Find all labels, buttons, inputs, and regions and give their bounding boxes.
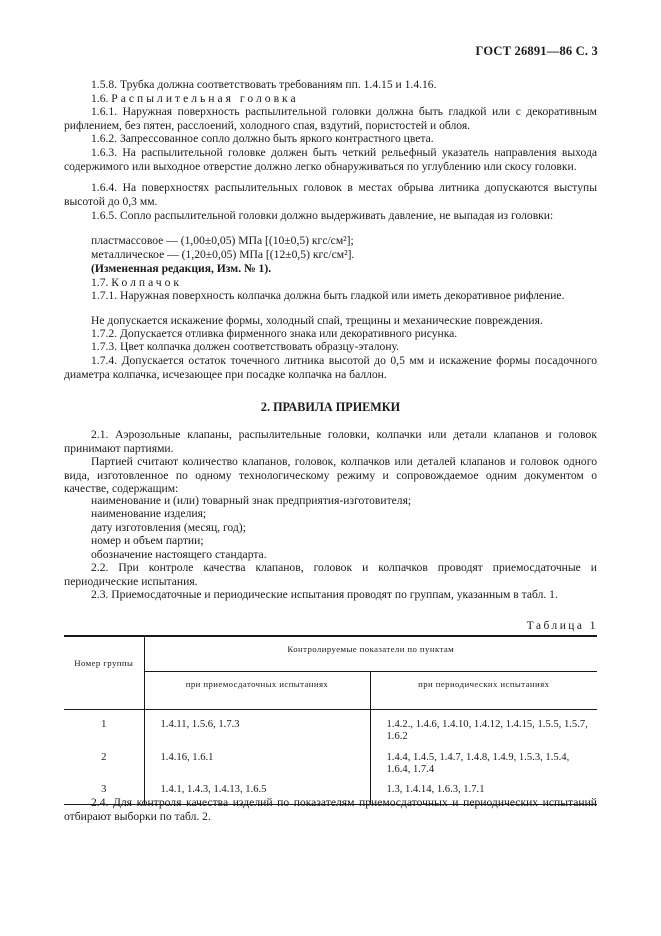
paragraph-2-4: 2.4. Для контроля качества изделий по показателям приемосдаточных и периодических испытаний отбирают выборки по табл. 2. bbox=[64, 796, 597, 823]
table-row bbox=[64, 743, 597, 776]
paragraph-2-1-b: Партией считают количество клапанов, головок, колпачков или деталей клапанов и головок одного вида, изготовленное по одному технологическому режиму и сопровождаемое одним документом о качестве, содержащим: bbox=[64, 455, 597, 496]
paragraph-1-6-1: 1.6.1. Наружная поверхность распылительной головки должна быть гладкой или с декоративным рифлением, без пятен, расслоений, холодного спая, вздутий, пористостей и облоя. bbox=[64, 105, 597, 132]
subsection-1-7-heading bbox=[64, 276, 597, 290]
header-acceptance-tests: при приемосдаточных испытаниях bbox=[144, 672, 370, 710]
section-2-title: 2. ПРАВИЛА ПРИЕМКИ bbox=[260, 400, 401, 414]
paragraph-2-1: 2.1. Аэрозольные клапаны, распылительные головки, колпачки или детали клапанов и головок принимают партиями. bbox=[64, 428, 597, 455]
paragraph-2-3: 2.3. Приемосдаточные и периодические испытания проводят по группам, указанным в табл. 1. bbox=[91, 588, 558, 601]
paragraph-1-6-2: 1.6.2. Запрессованное сопло должно быть яркого контрастного цвета. bbox=[91, 132, 434, 145]
paragraph-1-7-2: 1.7.2. Допускается отливка фирменного знака или декоративного рисунка. bbox=[91, 327, 458, 340]
paragraph-1-6-5: 1.6.5. Сопло распылительной головки должно выдерживать давление, не выпадая из головки: bbox=[91, 209, 554, 222]
list-item: наименование изделия; bbox=[91, 507, 207, 520]
cell-periodic: 1.4.4, 1.4.5, 1.4.7, 1.4.8, 1.4.9, 1.5.3, 1.5.4, 1.6.4, 1.7.4 bbox=[370, 743, 597, 776]
list-item: дату изготовления (месяц, год); bbox=[91, 521, 246, 534]
cell-group: 1 bbox=[101, 719, 107, 730]
header-controlled-indicators: Контролируемые показатели по пунктам bbox=[144, 636, 597, 672]
paragraph-1-7-3: 1.7.3. Цвет колпачка должен соответствовать образцу-эталону. bbox=[91, 340, 400, 353]
pressure-plastic: пластмассовое — (1,00±0,05) МПа [(10±0,5) кгс/см²]; bbox=[91, 234, 354, 247]
cell-acceptance: 1.4.1, 1.4.3, 1.4.13, 1.6.5 bbox=[144, 776, 370, 804]
cell-acceptance: 1.4.11, 1.5.6, 1.7.3 bbox=[144, 710, 370, 744]
table-1 bbox=[64, 635, 597, 805]
cell-periodic: 1.4.2., 1.4.6, 1.4.10, 1.4.12, 1.4.15, 1.5.5, 1.5.7, 1.6.2 bbox=[370, 710, 597, 744]
paragraph-1-6-4: 1.6.4. На поверхностях распылительных головок в местах обрыва литника допускаются выступы высотой до 0,3 мм. bbox=[64, 181, 597, 208]
cell-group: 3 bbox=[64, 776, 144, 804]
cell-acceptance: 1.4.16, 1.6.1 bbox=[144, 743, 370, 776]
subsection-number: 1.7. bbox=[91, 276, 109, 289]
page-header: ГОСТ 26891—86 С. 3 bbox=[475, 44, 598, 58]
paragraph-2-2: 2.2. При контроле качества клапанов, головок и колпачков проводят приемосдаточные и периодические испытания. bbox=[64, 561, 597, 588]
paragraph-1-6-3: 1.6.3. На распылительной головке должен быть четкий рельефный указатель направления выхода содержимого или выходное отверстие должно легко обнаруживаться по углублению или скосу головки. bbox=[64, 146, 597, 173]
list-item: обозначение настоящего стандарта. bbox=[91, 548, 267, 561]
amendment-note: (Измененная редакция, Изм. № 1). bbox=[91, 262, 272, 275]
header-periodic-tests: при периодических испытаниях bbox=[370, 672, 597, 710]
cell-group: 2 bbox=[101, 752, 107, 763]
list-item: наименование и (или) товарный знак предприятия-изготовителя; bbox=[91, 494, 412, 507]
list-item: номер и объем партии; bbox=[91, 534, 204, 547]
subsection-number: 1.6. bbox=[91, 92, 109, 105]
table-1-caption: Таблица 1 bbox=[526, 620, 598, 632]
paragraph-1-5-8: 1.5.8. Трубка должна соответствовать требованиям пп. 1.4.15 и 1.4.16. bbox=[91, 78, 437, 91]
paragraph-1-7-1-b: Не допускается искажение формы, холодный спай, трещины и механические повреждения. bbox=[91, 314, 543, 327]
pressure-metal: металлическое — (1,20±0,05) МПа [(12±0,5) кгс/см²]. bbox=[91, 248, 355, 261]
cell-periodic: 1.3, 1.4.14, 1.6.3, 1.7.1 bbox=[370, 776, 597, 804]
subsection-1-6-heading bbox=[64, 92, 597, 106]
header-group-number: Номер группы bbox=[64, 636, 144, 710]
paragraph-1-7-4: 1.7.4. Допускается остаток точечного литника высотой до 0,5 мм и искажение формы посадочного диаметра колпачка, исчезающее при посадке колпачка на баллон. bbox=[64, 354, 597, 381]
subsection-title: Распылительная головка bbox=[111, 92, 299, 105]
subsection-title: Колпачок bbox=[111, 276, 183, 289]
table-row bbox=[64, 710, 597, 744]
paragraph-1-7-1: 1.7.1. Наружная поверхность колпачка должна быть гладкой или иметь декоративное рифление. bbox=[91, 289, 565, 302]
